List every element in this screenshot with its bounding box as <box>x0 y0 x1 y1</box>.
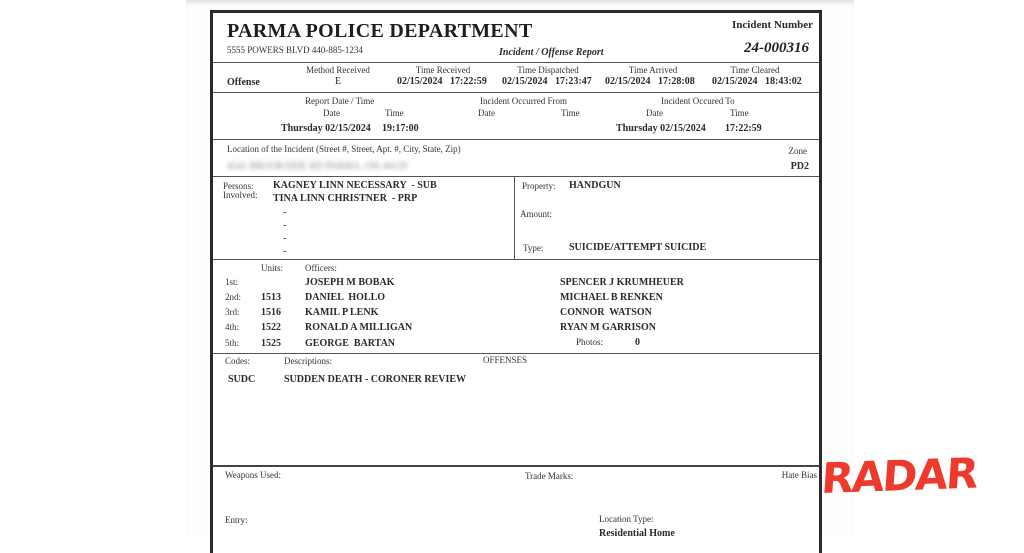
occurred-to-date: Thursday 02/15/2024 <box>616 123 706 134</box>
trade-marks-label: Trade Marks: <box>525 471 574 481</box>
persons-label: Persons: <box>223 181 254 191</box>
officer-rank: 2nd: <box>225 292 242 302</box>
property-value: HANDGUN <box>569 180 621 191</box>
entry-label: Entry: <box>225 515 248 525</box>
officer-unit: 1513 <box>261 292 281 303</box>
officer-rank: 5th: <box>225 338 240 348</box>
officer-rank: 3rd: <box>225 307 240 317</box>
type-value: SUICIDE/ATTEMPT SUICIDE <box>569 242 707 253</box>
involved-label: Involved: <box>223 190 258 200</box>
officer-name: JOSEPH M BOBAK <box>305 277 395 288</box>
report-datetime-label: Report Date / Time <box>305 96 375 106</box>
report-time-label: Time <box>385 108 404 118</box>
location-type-value: Residential Home <box>599 528 675 539</box>
divider <box>213 92 819 93</box>
units-label: Units: <box>261 263 284 273</box>
person-4: - <box>283 220 287 231</box>
time-cleared-value: 02/15/2024 18:43:02 <box>712 76 802 87</box>
officer-second: RYAN M GARRISON <box>560 322 656 333</box>
offense-code: SUDC <box>228 374 256 385</box>
location-type-label: Location Type: <box>599 514 654 524</box>
occurred-from-label: Incident Occurred From <box>480 96 567 106</box>
time-dispatched-label: Time Dispatched <box>517 65 579 75</box>
occurred-from-time-label: Time <box>561 108 580 118</box>
weapons-used-label: Weapons Used: <box>225 470 282 480</box>
time-arrived-value: 02/15/2024 17:28:08 <box>605 76 695 87</box>
radar-watermark-logo: RADAR <box>819 448 979 503</box>
officer-rank: 1st: <box>225 277 239 287</box>
time-arrived-label: Time Arrived <box>628 65 678 75</box>
report-date-value: Thursday 02/15/2024 <box>281 123 371 134</box>
method-received-label: Method Received <box>306 65 370 75</box>
department-title: PARMA POLICE DEPARTMENT <box>227 20 533 42</box>
hate-bias-label: Hate Bias <box>781 470 817 480</box>
photos-label: Photos: <box>576 337 604 347</box>
location-label: Location of the Incident (Street #, Street, Apt. #, City, State, Zip) <box>227 144 461 154</box>
officer-second: CONNOR WATSON <box>560 307 652 318</box>
officer-second: SPENCER J KRUMHEUER <box>560 277 684 288</box>
officer-name: DANIEL HOLLO <box>305 292 386 303</box>
occurred-to-label: Incident Occured To <box>661 96 735 106</box>
zone-value: PD2 <box>790 161 809 172</box>
divider <box>213 62 819 63</box>
officers-label: Officers: <box>305 263 337 273</box>
occurred-from-date-label: Date <box>478 108 495 118</box>
offenses-section-title: OFFENSES <box>483 355 528 365</box>
incident-report-form <box>210 10 822 553</box>
incident-number-label: Incident Number <box>732 19 813 31</box>
time-cleared-label: Time Cleared <box>730 65 780 75</box>
report-type: Incident / Offense Report <box>499 47 604 58</box>
person-2: TINA LINN CHRISTNER - PRP <box>273 193 418 204</box>
report-time-value: 19:17:00 <box>382 123 419 134</box>
officer-name: KAMIL P LENK <box>305 307 379 318</box>
occurred-to-date-label: Date <box>646 108 663 118</box>
person-1: KAGNEY LINN NECESSARY - SUB <box>273 180 437 191</box>
time-received-value: 02/15/2024 17:22:59 <box>397 76 487 87</box>
method-received-value: E <box>334 76 342 87</box>
officer-name: GEORGE BARTAN <box>305 338 396 349</box>
type-label: Type: <box>523 243 544 253</box>
amount-label: Amount: <box>520 209 553 219</box>
codes-label: Codes: <box>225 356 251 366</box>
property-label: Property: <box>522 181 556 191</box>
officer-rank: 4th: <box>225 322 240 332</box>
divider <box>514 176 515 259</box>
divider <box>213 139 819 140</box>
location-value-redacted: 4541 BROOKSIDE RD PARMA, OH 44129 <box>227 161 408 172</box>
divider <box>213 176 819 177</box>
report-date-label: Date <box>323 108 340 118</box>
descriptions-label: Descriptions: <box>284 356 332 366</box>
time-dispatched-value: 02/15/2024 17:23:47 <box>502 76 592 87</box>
person-3: - <box>283 207 287 218</box>
divider <box>213 353 819 354</box>
officer-unit: 1516 <box>261 307 281 318</box>
time-received-label: Time Received <box>415 65 471 75</box>
divider <box>213 259 819 260</box>
incident-number: 24-000316 <box>744 40 809 56</box>
officer-second: MICHAEL B RENKEN <box>560 292 663 303</box>
officer-unit: 1522 <box>261 322 281 333</box>
department-address: 5555 POWERS BLVD 440-885-1234 <box>227 45 363 55</box>
photos-value: 0 <box>635 337 640 348</box>
officer-name: RONALD A MILLIGAN <box>305 322 413 333</box>
officer-unit: 1525 <box>261 338 281 349</box>
person-6: - <box>283 246 287 257</box>
divider <box>213 465 819 467</box>
offense-description: SUDDEN DEATH - CORONER REVIEW <box>284 374 467 385</box>
occurred-to-time: 17:22:59 <box>725 123 762 134</box>
offense-label: Offense <box>227 77 260 88</box>
occurred-to-time-label: Time <box>730 108 749 118</box>
zone-label: Zone <box>788 146 807 156</box>
person-5: - <box>283 233 287 244</box>
